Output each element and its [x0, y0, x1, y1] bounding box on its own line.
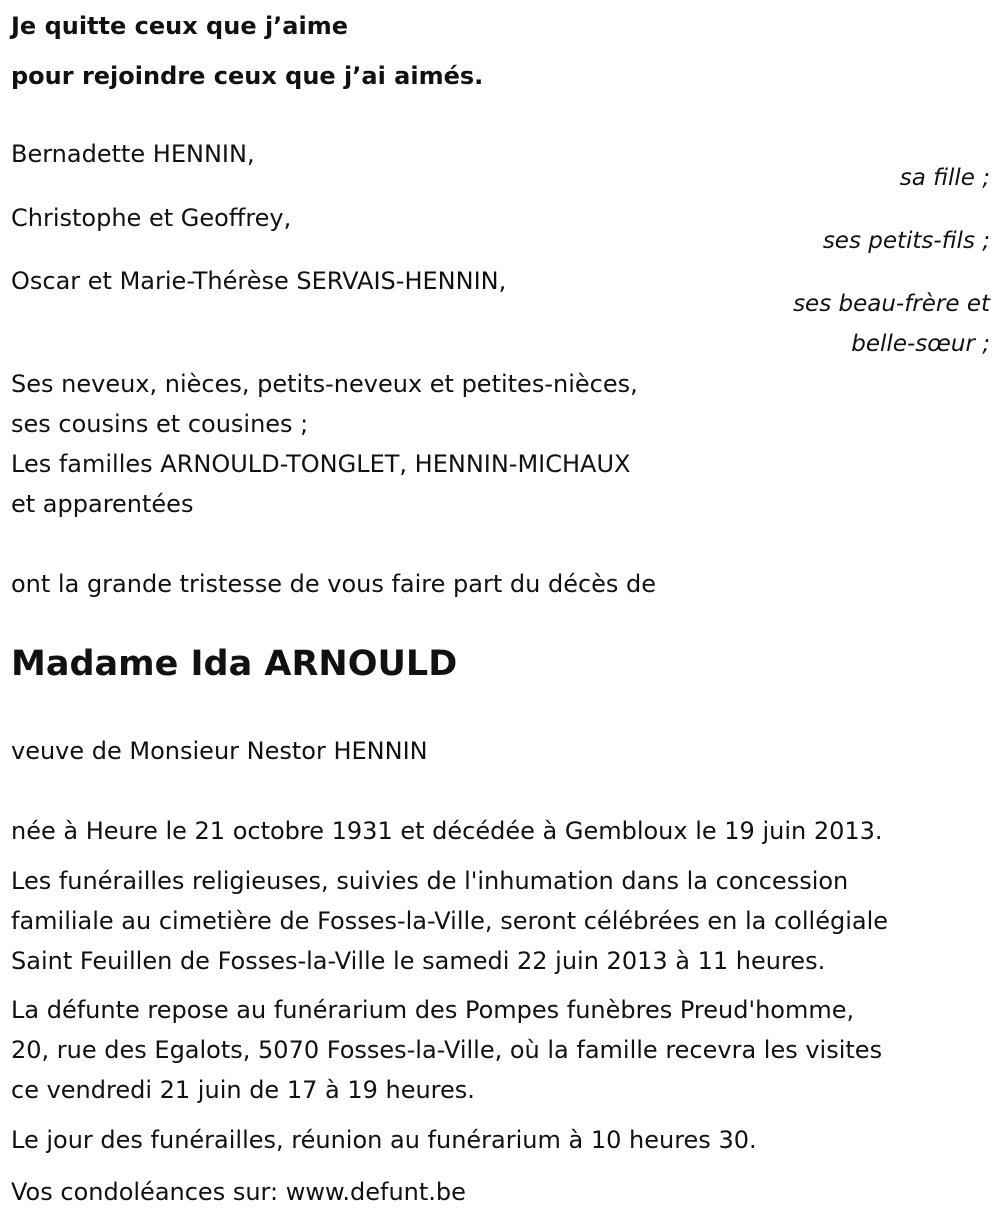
funeral-text-line-1: Les funérailles religieuses, suivies de l'inhumation dans la concession: [11, 867, 849, 895]
epigraph-line-2: pour rejoindre ceux que j’ai aimés.: [11, 62, 484, 90]
family-member-in-laws: Oscar et Marie-Thérèse SERVAIS-HENNIN,: [11, 267, 507, 295]
repose-text-line-2: 20, rue des Egalots, 5070 Fosses-la-Ville, où la famille recevra les visites: [11, 1036, 883, 1064]
relation-daughter: sa fille ;: [899, 165, 990, 191]
repose-text-line-3: ce vendredi 21 juin de 17 à 19 heures.: [11, 1076, 475, 1104]
widow-of-text: veuve de Monsieur Nestor HENNIN: [11, 737, 428, 765]
deceased-name: Madame Ida ARNOULD: [11, 644, 458, 684]
condolences-text: Vos condoléances sur: www.defunt.be: [11, 1178, 466, 1206]
meeting-text: Le jour des funérailles, réunion au funérarium à 10 heures 30.: [11, 1126, 757, 1154]
relatives-line: ses cousins et cousines ;: [11, 410, 309, 438]
relation-in-laws-line-1: ses beau-frère et: [793, 291, 990, 317]
relation-grandsons: ses petits-fils ;: [822, 228, 990, 254]
repose-text-line-1: La défunte repose au funérarium des Pompes funèbres Preud'homme,: [11, 996, 855, 1024]
birth-death-text: née à Heure le 21 octobre 1931 et décédée à Gembloux le 19 juin 2013.: [11, 817, 883, 845]
relation-in-laws-line-2: belle-sœur ;: [851, 331, 990, 357]
family-member-daughter: Bernadette HENNIN,: [11, 140, 255, 168]
funeral-text-line-2: familiale au cimetière de Fosses-la-Ville, seront célébrées en la collégiale: [11, 907, 888, 935]
announcement-text: ont la grande tristesse de vous faire part du décès de: [11, 570, 657, 598]
relatives-line: et apparentées: [11, 490, 194, 518]
funeral-text-line-3: Saint Feuillen de Fosses-la-Ville le samedi 22 juin 2013 à 11 heures.: [11, 947, 826, 975]
relatives-line: Les familles ARNOULD-TONGLET, HENNIN-MICHAUX: [11, 450, 631, 478]
family-member-grandsons: Christophe et Geoffrey,: [11, 204, 292, 232]
epigraph-line-1: Je quitte ceux que j’aime: [11, 12, 349, 40]
relatives-line: Ses neveux, nièces, petits-neveux et petites-nièces,: [11, 370, 638, 398]
